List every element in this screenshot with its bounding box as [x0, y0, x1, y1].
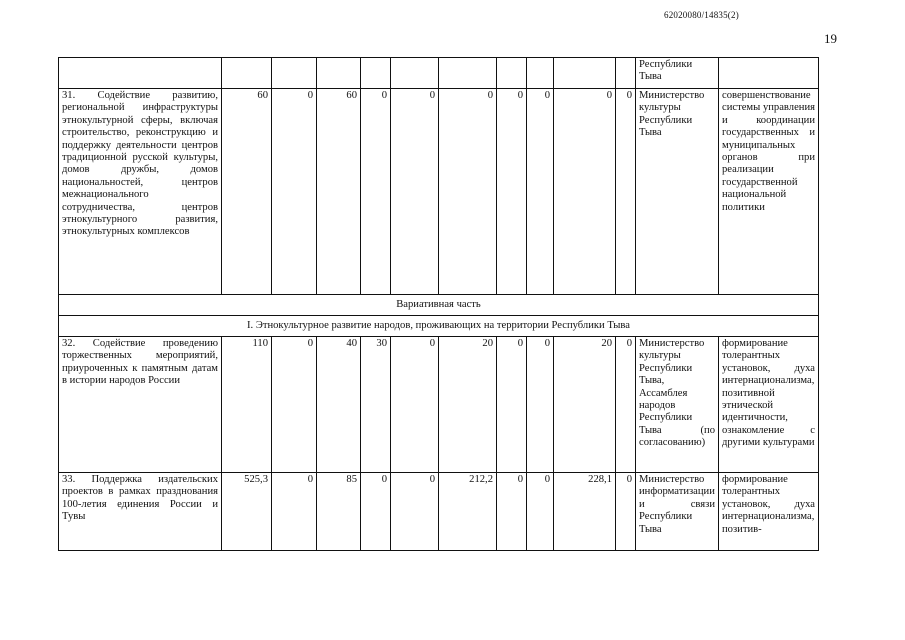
value-total: 60	[222, 89, 272, 295]
value-cell: 0	[391, 473, 439, 551]
value-cell: 0	[497, 473, 527, 551]
value-total: 525,3	[222, 473, 272, 551]
subsection-title: I. Этнокультурное развитие народов, проживающих на территории Республики Тыва	[59, 316, 819, 337]
value-cell: 30	[361, 337, 391, 473]
value-cell: 228,1	[554, 473, 616, 551]
value-cell: 20	[554, 337, 616, 473]
result-cell: формирование толерантных установок, духа интернационализма, позитивной этнической идентичности, ознакомление с другими культурами	[719, 337, 819, 473]
value-cell: 0	[497, 337, 527, 473]
value-cell: 85	[317, 473, 361, 551]
value-cell: 0	[527, 337, 554, 473]
value-cell: 20	[439, 337, 497, 473]
table-row-33	[59, 473, 819, 551]
value-cell: 0	[439, 89, 497, 295]
cell-empty	[59, 58, 222, 89]
section-row-variative	[59, 295, 819, 316]
executor-cell: Министерство культуры Республики Тыва	[636, 89, 719, 295]
table-row-31	[59, 89, 819, 295]
value-cell: 60	[317, 89, 361, 295]
value-cell: 0	[527, 89, 554, 295]
value-cell: 0	[616, 473, 636, 551]
value-cell: 0	[361, 473, 391, 551]
value-cell: 0	[527, 473, 554, 551]
value-cell: 0	[554, 89, 616, 295]
measure-name: 31. Содействие развитию, региональной инфраструктуры этнокультурной сферы, включая строительство, реконструкцию и поддержку деятельности центров традиционной русской культуры, домов дружбы, домов национальностей, центров межнационального сотрудничества, центров этнокультурного развития, этнокультурных комплексов	[59, 89, 222, 295]
value-total: 110	[222, 337, 272, 473]
value-cell: 0	[272, 473, 317, 551]
measure-name: 32. Содействие проведению торжественных мероприятий, приуроченных к памятным датам в истории народов России	[59, 337, 222, 473]
program-table	[58, 57, 819, 551]
result-cell: совершенствование системы управления и координации государственных и муниципальных органов при реализации государственной национальной политики	[719, 89, 819, 295]
page-number: 19	[824, 31, 837, 46]
section-row-subsection	[59, 316, 819, 337]
result-cell: формирование толерантных установок, духа интернационализма, позитив-	[719, 473, 819, 551]
document-code: 62020080/14835(2)	[664, 10, 739, 20]
value-cell: 0	[361, 89, 391, 295]
value-cell: 0	[616, 337, 636, 473]
measure-name: 33. Поддержка издательских проектов в рамках празднования 100-летия единения России и Тувы	[59, 473, 222, 551]
value-cell: 0	[391, 337, 439, 473]
executor-cell: Министерство культуры Республики Тыва, Ассамблея народов Республики Тыва (по согласованию)	[636, 337, 719, 473]
executor-cell: Республики Тыва	[636, 58, 719, 89]
section-title: Вариативная часть	[59, 295, 819, 316]
value-cell: 40	[317, 337, 361, 473]
value-cell: 0	[272, 337, 317, 473]
value-cell: 0	[272, 89, 317, 295]
executor-cell: Министерство информатизации и связи Республики Тыва	[636, 473, 719, 551]
value-cell: 0	[497, 89, 527, 295]
value-cell: 0	[391, 89, 439, 295]
value-cell: 0	[616, 89, 636, 295]
value-cell: 212,2	[439, 473, 497, 551]
table-row-continuation	[59, 58, 819, 89]
table-row-32	[59, 337, 819, 473]
